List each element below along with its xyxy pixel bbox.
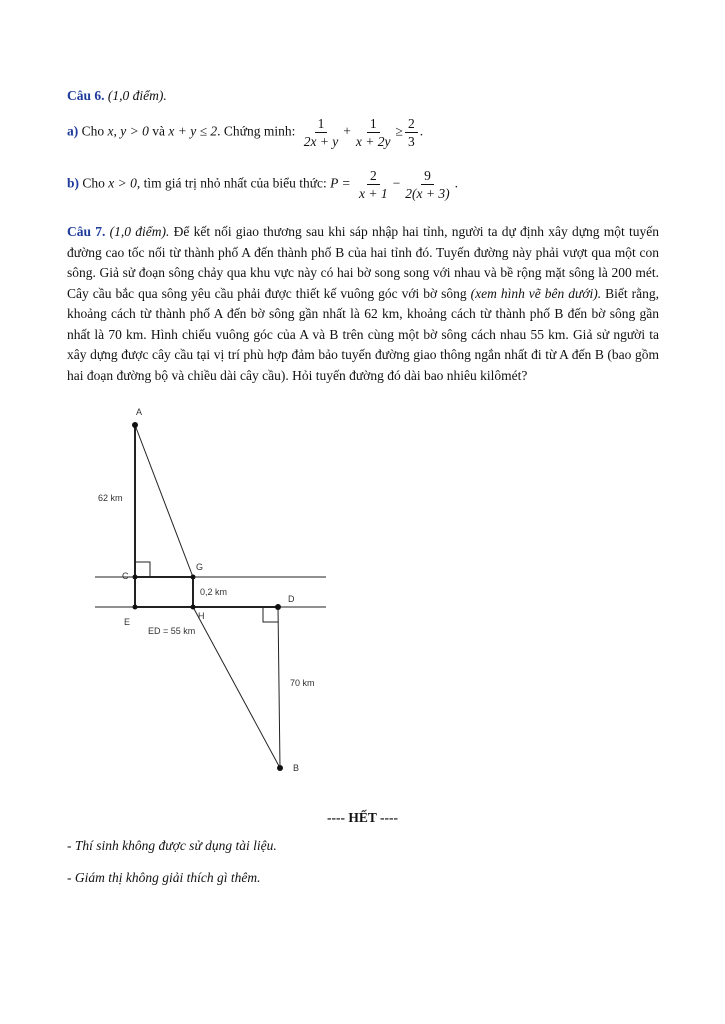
q6a-and: và bbox=[152, 123, 165, 139]
q7-line-11: tuyến đường đó dài bao nhiêu kilômét? bbox=[315, 367, 528, 383]
q6b-label: b) bbox=[67, 175, 80, 191]
point-C bbox=[133, 575, 138, 580]
q7-line-10: đường giao thông ngắn nhất đi từ A đến B (bao gồm hai đoạn đường bộ và chiều dài cây cầu). Hỏi bbox=[67, 347, 660, 383]
right-angle-C bbox=[135, 562, 150, 577]
q6b-fraction-1 bbox=[356, 168, 391, 201]
q6b-prefix: Cho bbox=[82, 175, 105, 191]
label-C: C bbox=[122, 571, 129, 581]
q6b-text: , tìm giá trị nhỏ nhất của biểu thức: bbox=[136, 175, 327, 191]
label-ED-55km: ED = 55 km bbox=[148, 626, 196, 636]
q7-line-5: (xem bbox=[470, 285, 497, 301]
label-62km: 62 km bbox=[98, 493, 123, 503]
q6a-label: a) bbox=[67, 123, 79, 139]
note-1: - Thí sinh không được sử dụng tài liệu. bbox=[67, 838, 277, 853]
q6a-cond2: x + y ≤ 2 bbox=[168, 123, 218, 139]
q7-line-6: hình vẽ bên dưới). bbox=[500, 285, 602, 301]
q7-title: Câu 7. bbox=[67, 224, 106, 239]
q6b-end: . bbox=[454, 175, 458, 191]
q6a-fraction-3 bbox=[405, 116, 418, 149]
segment-DB bbox=[278, 607, 280, 768]
q7-line-7: Biết rằng, khoảng cách từ thành phố A đến bờ sông gần nhất là 62 km, khoảng bbox=[67, 285, 659, 321]
bridge-diagram bbox=[90, 405, 340, 780]
right-angle-D bbox=[263, 607, 278, 622]
q6-points: (1,0 điểm). bbox=[107, 88, 167, 103]
q7-line-2: tuyến đường cao tốc nối từ thành phố A đến thành phố B của hai tỉnh đó. Tuyến đường này phải vượt bbox=[67, 224, 660, 260]
point-D bbox=[275, 604, 281, 610]
label-D: D bbox=[288, 594, 295, 604]
q6b-f2-den: 2(x + 3) bbox=[405, 186, 450, 201]
q6a-f1-den: 2x + y bbox=[303, 134, 339, 149]
q6b-cond: x > 0 bbox=[108, 175, 137, 191]
q6a-fraction-1 bbox=[301, 116, 342, 149]
point-B bbox=[277, 765, 283, 771]
q7-line-3: qua một con sông. Giả sử đoạn sông chảy qua khu vực này có hai bờ song song với nhau và bề rộng bbox=[67, 244, 659, 280]
q6a-f1-num: 1 bbox=[315, 116, 328, 133]
q6-part-b bbox=[67, 168, 458, 201]
point-A bbox=[132, 422, 138, 428]
end-marker: ---- HẾT ---- bbox=[327, 810, 398, 825]
point-H bbox=[191, 605, 196, 610]
point-G bbox=[191, 575, 196, 580]
label-0-2km: 0,2 km bbox=[200, 587, 228, 597]
q7-paragraph bbox=[67, 222, 659, 386]
q6-title: Câu 6. bbox=[67, 88, 105, 103]
label-B: B bbox=[293, 763, 300, 773]
q6-heading bbox=[67, 88, 167, 104]
q6b-P: P = bbox=[330, 175, 351, 191]
q6a-prefix: Cho bbox=[81, 123, 105, 139]
q6a-f2-num: 1 bbox=[367, 116, 380, 133]
label-E: E bbox=[124, 617, 131, 627]
q6a-f3-num: 2 bbox=[405, 116, 418, 133]
q6a-geq: ≥ bbox=[395, 123, 403, 139]
segment-AG bbox=[135, 425, 193, 577]
q6b-fraction-2 bbox=[402, 168, 452, 201]
label-H: H bbox=[198, 611, 205, 621]
note-2: - Giám thị không giải thích gì thêm. bbox=[67, 870, 261, 885]
q6-part-a bbox=[67, 116, 423, 149]
q6b-f1-num: 2 bbox=[367, 168, 380, 185]
q6a-cond1: x, y > 0 bbox=[107, 123, 149, 139]
q7-points: (1,0 điểm). bbox=[109, 224, 170, 239]
q7-line-8: cách từ thành phố B đến bờ sông gần nhất là 70 km. Hình chiếu vuông góc của A và B trên cùng bbox=[67, 306, 660, 342]
q6b-minus: − bbox=[392, 175, 401, 191]
q6a-plus: + bbox=[343, 123, 351, 139]
q7-line-4: mặt sông là 200 mét. Cây cầu bắc qua sông yêu cầu phải được thiết kế vuông góc với bờ sông bbox=[67, 265, 660, 301]
q6b-f1-den: x + 1 bbox=[359, 186, 388, 201]
label-G: G bbox=[196, 562, 204, 572]
q6a-f2-den: x + 2y bbox=[355, 134, 391, 149]
q6a-f3-den: 3 bbox=[407, 134, 415, 149]
q7-line-9: một bờ sông cách nhau 55 km. Giả sử người ta xây dựng được cây cầu tại vị trí phù hợp đảm bảo tuyến bbox=[67, 326, 660, 362]
q7-line-1: Để kết nối giao thương sau khi sáp nhập hai tỉnh, người ta dự định xây dựng một bbox=[173, 224, 625, 239]
point-E bbox=[133, 605, 138, 610]
q6b-f2-num: 9 bbox=[421, 168, 434, 185]
segment-HB bbox=[193, 607, 280, 768]
label-A: A bbox=[136, 407, 143, 417]
q6a-fraction-2 bbox=[353, 116, 394, 149]
label-70km: 70 km bbox=[290, 678, 315, 688]
q6a-prove: . Chứng minh: bbox=[217, 123, 296, 139]
q6a-end: . bbox=[419, 123, 424, 139]
